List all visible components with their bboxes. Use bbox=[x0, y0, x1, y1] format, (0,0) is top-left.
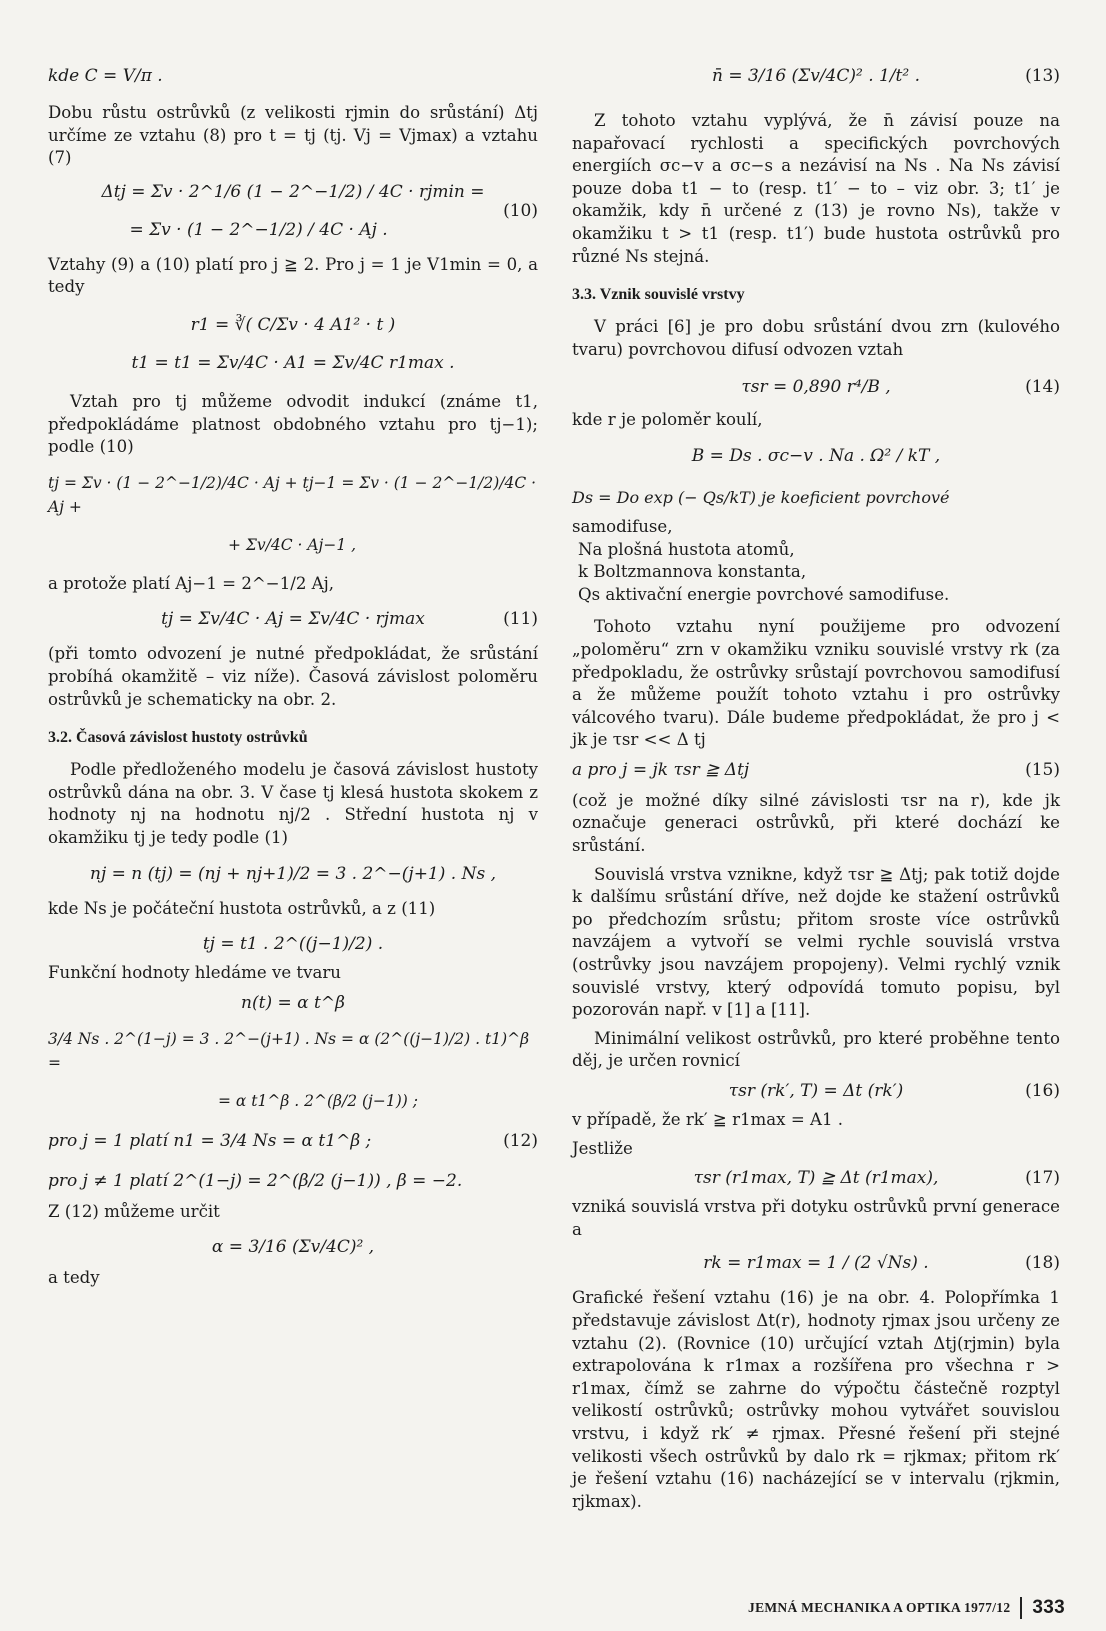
equation-text: τsr (rk′, T) = Δt (rk′) bbox=[728, 1081, 904, 1101]
paragraph: (při tomto odvození je nutné předpokládat, že srůstání probíhá okamžitě – viz níže). Časová závislost poloměru ostrůvků je schematicky na obr. 2. bbox=[48, 644, 538, 709]
journal-name: JEMNÁ MECHANIKA A OPTIKA 1977/12 bbox=[748, 1600, 1011, 1615]
paragraph: Funkční hodnoty hledáme ve tvaru bbox=[48, 963, 341, 983]
equation-Ds bbox=[572, 486, 1060, 510]
equation-34 bbox=[48, 1027, 538, 1113]
equation-line: + Σv/4C · Aj−1 , bbox=[228, 535, 357, 554]
paragraph: Z (12) můžeme určit bbox=[48, 1201, 220, 1221]
equation-number: (13) bbox=[1025, 66, 1060, 86]
equation-text: τsr (r1max, T) ≧ Δt (r1max), bbox=[693, 1168, 939, 1189]
equation-B bbox=[572, 444, 1060, 468]
equation-number: (15) bbox=[1025, 759, 1060, 780]
definition-list bbox=[572, 516, 1060, 606]
equation-t1 bbox=[48, 351, 538, 375]
equation-text: rk = r1max = 1 / (2 √Ns) . bbox=[703, 1253, 929, 1274]
equation-text: n(t) = α t^β bbox=[241, 992, 345, 1013]
right-column bbox=[572, 58, 1060, 1519]
paragraph: Souvislá vrstva vznikne, když τsr ≧ Δtj; pak totiž dojde k dalšímu srůstání dříve, než dojde ke stažení ostrůvků po předchozím srůstu; přitom sroste více ostrůvků navzájem a vytvoří se velmi rychle souvislá vrstva (ostrůvky jsou navzájem propojeny). Velmi rychlý vznik souvislé vrstvy, který odpovídá tomuto popisu, byl pozorován např. v [1] a [11]. bbox=[572, 864, 1060, 1020]
footer-divider bbox=[1020, 1597, 1022, 1619]
equation-text: pro j = 1 platí n1 = 3/4 Ns = α t1^β ; bbox=[48, 1130, 372, 1151]
equation-18 bbox=[572, 1251, 1060, 1275]
equation-11 bbox=[48, 607, 538, 631]
equation-line: = α t1^β . 2^(β/2 (j−1)) ; bbox=[218, 1091, 418, 1110]
paragraph: a tedy bbox=[48, 1268, 100, 1288]
equation-13 bbox=[572, 64, 1060, 88]
equation-text: pro j ≠ 1 platí 2^(1−j) = 2^(β/2 (j−1)) , β = −2. bbox=[48, 1170, 463, 1191]
equation-beta bbox=[48, 1169, 538, 1193]
equation-text: r1 = ∛( C/Σv · 4 A1² · t ) bbox=[190, 314, 396, 335]
list-item: samodifuse, bbox=[572, 516, 673, 536]
equation-text: a pro j = jk τsr ≧ Δtj bbox=[572, 759, 750, 780]
equation-tj-power bbox=[48, 932, 538, 956]
paragraph: kde r je poloměr koulí, bbox=[572, 410, 763, 430]
equation-17 bbox=[572, 1166, 1060, 1190]
equation-text: tj = t1 . 2^((j−1)/2) . bbox=[202, 934, 384, 955]
paragraph: Jestliže bbox=[572, 1138, 633, 1158]
equation-text: τsr = 0,890 r⁴/B , bbox=[741, 377, 891, 398]
paragraph: Vztah pro tj můžeme odvodit indukcí (známe t1, předpokládáme platnost obdobného vztahu pro tj−1); podle (10) bbox=[48, 391, 538, 457]
equation-text: Ds = Do exp (− Qs/kT) je koeficient povrchové bbox=[572, 487, 950, 507]
equation-15 bbox=[572, 758, 1060, 782]
equation-number: (11) bbox=[503, 609, 538, 630]
equation-text: tj = Σv/4C · Aj = Σv/4C · rjmax bbox=[161, 609, 425, 630]
equation-text: α = 3/16 (Σv/4C)² , bbox=[211, 1237, 375, 1258]
equation-text: B = Ds . σc−v . Na . Ω² / kT , bbox=[691, 445, 941, 466]
equation-text: nj = n (tj) = (nj + nj+1)/2 = 3 . 2^−(j+1) . Ns , bbox=[90, 863, 496, 884]
paragraph: vzniká souvislá vrstva při dotyku ostrůvků první generace a bbox=[572, 1197, 1060, 1239]
equation-nj bbox=[48, 862, 538, 886]
paragraph: Z tohoto vztahu vyplývá, že n̄ závisí pouze na napařovací rychlosti a specifických povrchových energiích σc−v a σc−s a nezávisí na Ns . Na Ns závisí pouze doba t1 − to (resp. t1′ − to – viz obr. 3; t1′ je okamžik, kdy n̄ určené z (13) je rovno Ns), takže v okamžiku t > t1 (resp. t1′) bude hustota ostrůvků pro různé Ns stejná. bbox=[572, 111, 1060, 266]
list-item: Qs aktivační energie povrchové samodifuse. bbox=[578, 584, 950, 604]
equation-number: (17) bbox=[1025, 1168, 1060, 1189]
left-column bbox=[48, 58, 538, 1296]
equation-number: (14) bbox=[1025, 377, 1060, 398]
paragraph: v případě, že rk′ ≧ r1max = A1 . bbox=[572, 1110, 844, 1129]
paragraph: V práci [6] je pro dobu srůstání dvou zrn (kulového tvaru) povrchovou difusí odvozen vztah bbox=[572, 317, 1060, 359]
paragraph: Podle předloženého modelu je časová závislost hustoty ostrůvků dána na obr. 3. V čase tj klesá hustota skokem z hodnoty nj na hodnotu nj/2 . Střední hustota nj v okamžiku tj je tedy podle (1) bbox=[48, 760, 538, 847]
paragraph: a protože platí Aj−1 = 2^−1/2 Aj, bbox=[48, 573, 335, 593]
paragraph: Tohoto vztahu nyní použijeme pro odvození „poloměru“ zrn v okamžiku vzniku souvislé vrstvy rk (za předpokladu, že ostrůvky srůstají povrchovou samodifusí a že můžeme použít tohoto vztahu i pro ostrůvky válcového tvaru). Dále budeme předpokládat, že pro j < jk je τsr << Δ tj bbox=[572, 617, 1060, 750]
page-footer bbox=[735, 1597, 1065, 1619]
equation-text: n̄ = 3/16 (Σv/4C)² . 1/t² . bbox=[711, 66, 921, 86]
equation-14 bbox=[572, 375, 1060, 399]
equation-n-t bbox=[48, 991, 538, 1015]
equation-text: kde C = V/π . bbox=[48, 66, 163, 86]
equation-16 bbox=[572, 1079, 1060, 1103]
list-item: k Boltzmannova konstanta, bbox=[578, 562, 807, 582]
equation-alpha bbox=[48, 1235, 538, 1259]
equation-10 bbox=[48, 180, 538, 242]
equation-number: (18) bbox=[1025, 1253, 1060, 1274]
paragraph: Dobu růstu ostrůvků (z velikosti rjmin do srůstání) Δtj určíme ze vztahu (8) pro t = tj (tj. Vj = Vjmax) a vztahu (7) bbox=[48, 103, 538, 168]
paragraph: kde Ns je počáteční hustota ostrůvků, a z (11) bbox=[48, 898, 436, 918]
paragraph: Vztahy (9) a (10) platí pro j ≧ 2. Pro j = 1 je V1min = 0, a tedy bbox=[48, 254, 538, 297]
section-heading-3-3: 3.3. Vznik souvislé vrstvy bbox=[572, 286, 745, 304]
equation-number: (10) bbox=[503, 200, 538, 221]
equation-text: t1 = t1 = Σv/4C · A1 = Σv/4C r1max . bbox=[131, 352, 455, 373]
section-heading-3-2: 3.2. Časová závislost hustoty ostrůvků bbox=[48, 729, 308, 747]
equation-c bbox=[48, 64, 538, 88]
equation-line: Δtj = Σv · 2^1/6 (1 − 2^−1/2) / 4C · rjmin = bbox=[101, 181, 485, 202]
equation-line: tj = Σv · (1 − 2^−1/2)/4C · Aj + tj−1 = Σv · (1 − 2^−1/2)/4C · Aj + bbox=[48, 473, 537, 516]
equation-line: = Σv · (1 − 2^−1/2) / 4C · Aj . bbox=[129, 219, 388, 240]
equation-line: 3/4 Ns . 2^(1−j) = 3 . 2^−(j+1) . Ns = α (2^((j−1)/2) . t1)^β = bbox=[48, 1029, 530, 1072]
page-number: 333 bbox=[1032, 1597, 1065, 1618]
paragraph: Minimální velikost ostrůvků, pro které proběhne tento děj, je určen rovnicí bbox=[572, 1028, 1060, 1071]
equation-tj bbox=[48, 471, 538, 557]
equation-12 bbox=[48, 1129, 538, 1153]
equation-r1 bbox=[48, 313, 538, 337]
paragraph: Grafické řešení vztahu (16) je na obr. 4. Polopřímka 1 představuje závislost Δt(r), hodnoty rjmax jsou určeny ze vztahu (2). (Rovnice (10) určující vztah Δtj(rjmin) byla extrapolována k r1max a rozšířena pro všechna r > r1max, čímž se zahrne do výpočtu částečně rozptyl velikostí ostrůvků; ostrůvky mohou vytvářet souvislou vrstvu, i když rk′ ≠ rjmax. Přesné řešení při stejné velikosti všech ostrůvků by dalo rk = rjkmax; přitom rk′ je řešení vztahu (16) nacházející se v intervalu (rjkmin, rjkmax). bbox=[572, 1288, 1060, 1511]
equation-number: (16) bbox=[1025, 1081, 1060, 1101]
equation-number: (12) bbox=[503, 1130, 538, 1151]
paragraph: (což je možné díky silné závislosti τsr na r), kde jk označuje generaci ostrůvků, při které dochází ke srůstání. bbox=[572, 790, 1060, 856]
list-item: Na plošná hustota atomů, bbox=[578, 539, 795, 559]
